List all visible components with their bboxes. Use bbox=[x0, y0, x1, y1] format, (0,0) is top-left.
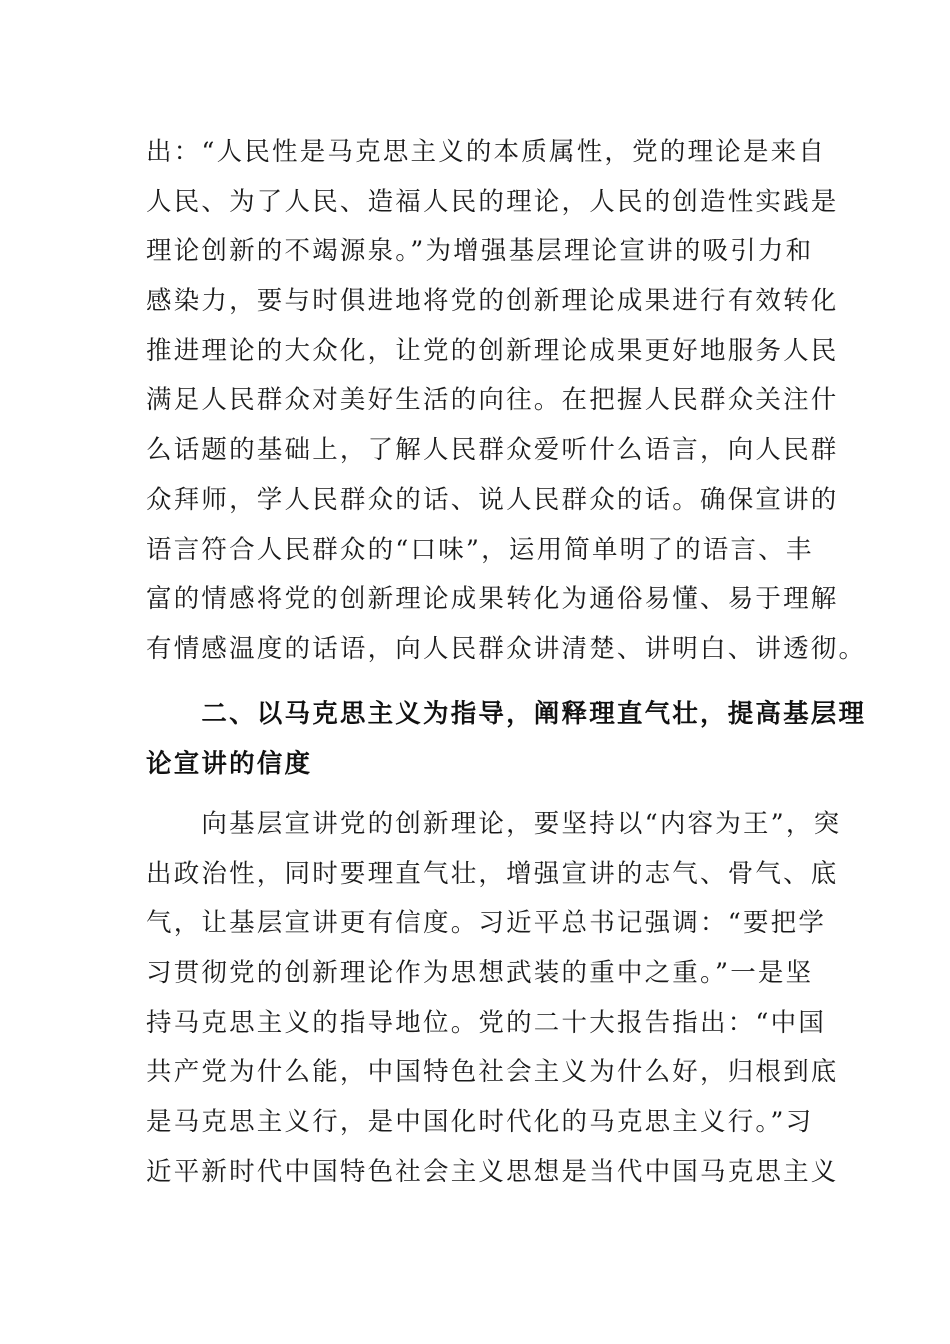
heading-line: 二、以马克思主义为指导，阐释理直气壮，提高基层理 bbox=[146, 699, 867, 729]
text-line: 感染力，要与时俱进地将党的创新理论成果进行有效转化 bbox=[146, 286, 839, 317]
text-line: 近平新时代中国特色社会主义思想是当代中国马克思主义 bbox=[146, 1156, 839, 1187]
text-line: 共产党为什么能，中国特色社会主义为什么好，归根到底 bbox=[146, 1057, 839, 1088]
text-line: 习贯彻党的创新理论作为思想武装的重中之重。”一是坚 bbox=[146, 958, 814, 989]
text-line: 向基层宣讲党的创新理论，要坚持以“内容为王”，突 bbox=[146, 809, 842, 839]
text-line: 有情感温度的话语，向人民群众讲清楚、讲明白、讲透彻。 bbox=[146, 633, 867, 664]
body-paragraph bbox=[146, 800, 842, 1198]
text-line: 出政治性，同时要理直气壮，增强宣讲的志气、骨气、底 bbox=[146, 858, 839, 889]
text-line: 众拜师，学人民群众的话、说人民群众的话。确保宣讲的 bbox=[146, 484, 839, 515]
text-line: 气，让基层宣讲更有信度。习近平总书记强调：“要把学 bbox=[146, 908, 827, 939]
text-line: 理论创新的不竭源泉。”为增强基层理论宣讲的吸引力和 bbox=[146, 236, 814, 267]
section-heading bbox=[146, 690, 867, 789]
text-line: 持马克思主义的指导地位。党的二十大报告指出：“中国 bbox=[146, 1007, 827, 1038]
text-line: 出：“人民性是马克思主义的本质属性，党的理论是来自 bbox=[146, 137, 827, 167]
text-line: 推进理论的大众化，让党的创新理论成果更好地服务人民 bbox=[146, 335, 839, 366]
heading-line: 论宣讲的信度 bbox=[146, 748, 313, 779]
text-line: 么话题的基础上，了解人民群众爱听什么语言，向人民群 bbox=[146, 435, 839, 466]
text-line: 语言符合人民群众的“口味”，运用简单明了的语言、丰 bbox=[146, 534, 814, 565]
text-line: 人民、为了人民、造福人民的理论，人民的创造性实践是 bbox=[146, 186, 839, 217]
text-line: 富的情感将党的创新理论成果转化为通俗易懂、易于理解 bbox=[146, 584, 839, 615]
text-line: 是马克思主义行，是中国化时代化的马克思主义行。”习 bbox=[146, 1107, 814, 1138]
body-paragraph bbox=[146, 128, 867, 675]
text-line: 满足人民群众对美好生活的向往。在把握人民群众关注什 bbox=[146, 385, 839, 416]
